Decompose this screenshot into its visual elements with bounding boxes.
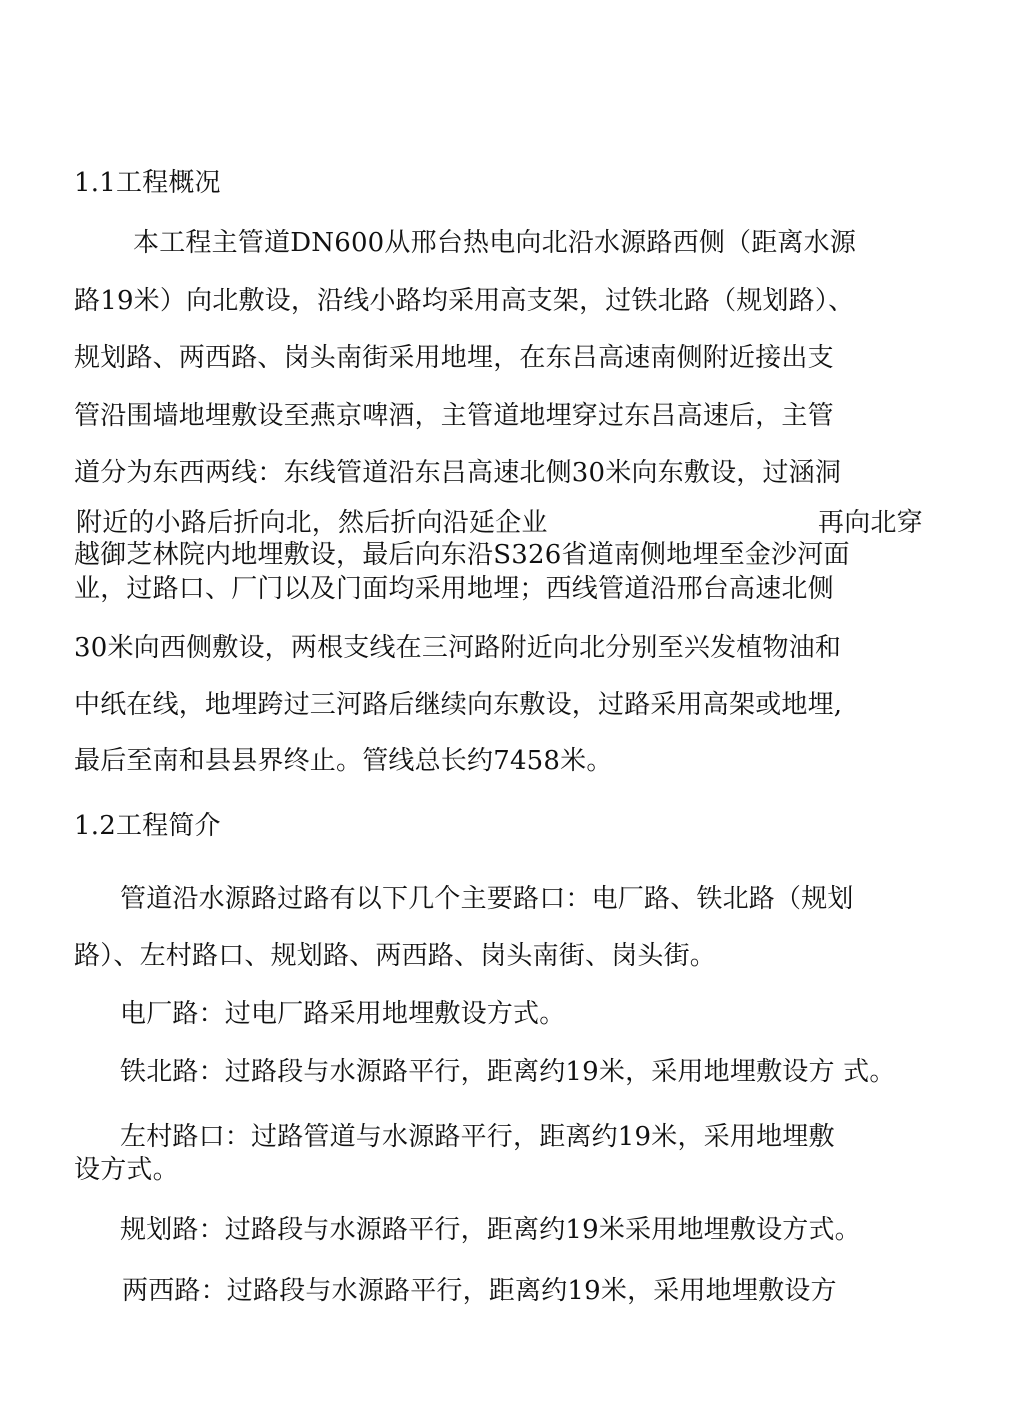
- paragraph-line: 设方式。: [74, 1155, 179, 1185]
- section-heading-1-2: 1.2工程简介: [74, 811, 221, 841]
- paragraph-line: 道分为东西两线：东线管道沿东吕高速北侧30米向东敷设，过涵洞: [74, 458, 842, 488]
- paragraph-line-fragment: 再向北穿: [818, 508, 923, 538]
- paragraph-line: 本工程主管道DN600从邢台热电向北沿水源路西侧（距离水源: [133, 228, 857, 258]
- paragraph-line: 附近的小路后折向北，然后折向沿延企业: [76, 508, 548, 538]
- section-heading-1-1: 1.1工程概况: [74, 168, 221, 198]
- paragraph-line: 规划路、两西路、岗头南街采用地埋，在东吕高速南侧附近接出支: [74, 343, 834, 373]
- paragraph-line: 电厂路：过电厂路采用地埋敷设方式。: [120, 999, 566, 1029]
- paragraph-line: 管道沿水源路过路有以下几个主要路口：电厂路、铁北路（规划: [120, 884, 854, 914]
- paragraph-line: 左村路口：过路管道与水源路平行，距离约19米，采用地埋敷: [120, 1122, 835, 1152]
- paragraph-line: 管沿围墙地埋敷设至燕京啤酒，主管道地埋穿过东吕高速后，主管: [74, 401, 834, 431]
- paragraph-line: 越御芝林院内地埋敷设，最后向东沿S326省道南侧地埋至金沙河面: [74, 540, 850, 570]
- paragraph-line: 规划路：过路段与水源路平行，距离约19米采用地埋敷设方式。: [120, 1215, 861, 1245]
- paragraph-line: 铁北路：过路段与水源路平行，距离约19米，采用地埋敷设方 式。: [120, 1057, 896, 1087]
- paragraph-line: 两西路：过路段与水源路平行，距离约19米，采用地埋敷设方: [122, 1276, 837, 1306]
- paragraph-line: 最后至南和县县界终止。管线总长约7458米。: [74, 746, 613, 776]
- paragraph-line: 路19米）向北敷设，沿线小路均采用高支架，过铁北路（规划路）、: [74, 286, 855, 316]
- paragraph-line: 30米向西侧敷设，两根支线在三河路附近向北分别至兴发植物油和: [74, 633, 842, 663]
- paragraph-line: 路）、左村路口、规划路、两西路、岗头南街、岗头街。: [74, 941, 717, 971]
- paragraph-line: 中纸在线，地埋跨过三河路后继续向东敷设，过路采用高架或地埋,: [74, 690, 843, 720]
- paragraph-line: 业，过路口、厂门以及门面均采用地埋；西线管道沿邢台高速北侧: [74, 574, 834, 604]
